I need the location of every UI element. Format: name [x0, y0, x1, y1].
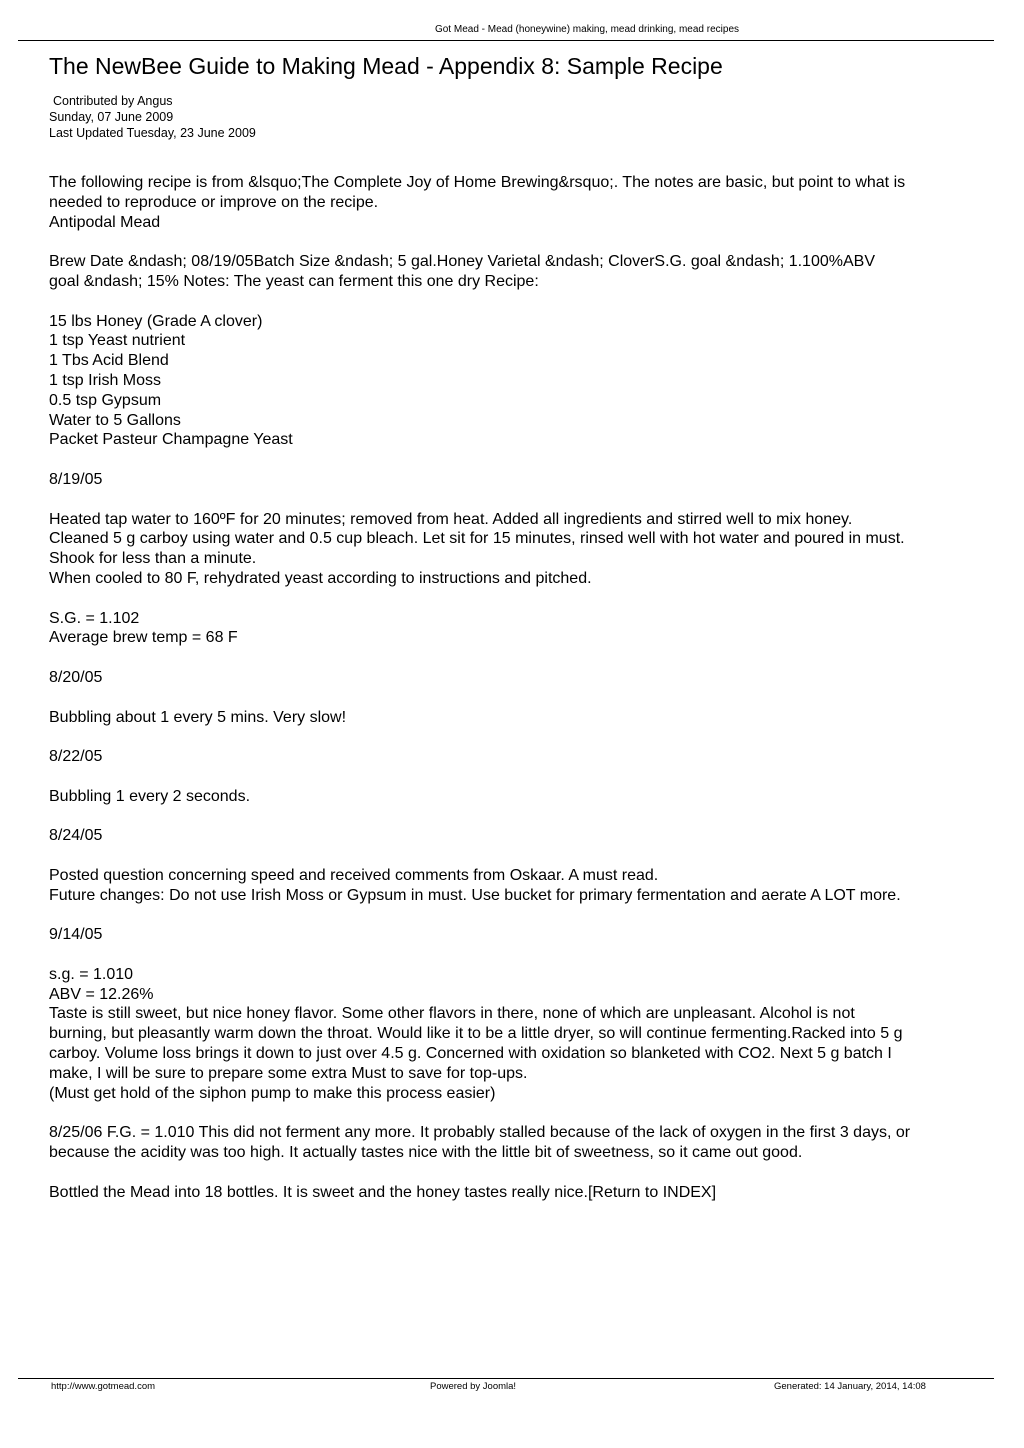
paragraph-gap: [49, 292, 994, 312]
body-text-line: Brew Date &ndash; 08/19/05Batch Size &ndash; 5 gal.Honey Varietal &ndash; CloverS.G. goal &ndash; 1.100%ABV: [49, 253, 875, 271]
paragraph-gap: [49, 688, 994, 708]
body-text-line: Packet Pasteur Champagne Yeast: [49, 431, 293, 449]
body-text-line: Bottled the Mead into 18 bottles. It is sweet and the honey tastes really nice.[Return to INDEX]: [49, 1183, 717, 1201]
footer-rule: [18, 1378, 994, 1379]
body-text-line: 1 tsp Irish Moss: [49, 371, 162, 389]
body-text-line: Bubbling about 1 every 5 mins. Very slow!: [49, 708, 347, 726]
header-rule: [18, 40, 994, 41]
body-text-line: 9/14/05: [49, 926, 103, 944]
paragraph-gap: [49, 846, 994, 866]
body-text-line: because the acidity was too high. It actually tastes nice with the little bit of sweetness, so it came out good.: [49, 1144, 803, 1162]
body-text-line: make, I will be sure to prepare some extra Must to save for top-ups.: [49, 1064, 528, 1082]
paragraph-gap: [49, 490, 994, 510]
paragraph-gap: [49, 232, 994, 252]
body-text-line: carboy. Volume loss brings it down to just over 4.5 g. Concerned with oxidation so blanketed with CO2. Next 5 g batch I: [49, 1045, 892, 1063]
paragraph-gap: [49, 1103, 994, 1123]
body-text-line: Shook for less than a minute.: [49, 550, 257, 568]
article-body: [49, 173, 994, 1202]
footer-powered-by: Powered by Joomla!: [430, 1381, 517, 1392]
article-meta: [49, 93, 256, 141]
footer-url: http://www.gotmead.com: [51, 1381, 156, 1392]
body-text-line: goal &ndash; 15% Notes: The yeast can ferment this one dry Recipe:: [49, 272, 539, 290]
body-text-line: needed to reproduce or improve on the recipe.: [49, 193, 379, 211]
body-text-line: S.G. = 1.102: [49, 609, 140, 627]
body-text-line: 8/22/05: [49, 748, 103, 766]
body-text-line: Heated tap water to 160ºF for 20 minutes; removed from heat. Added all ingredients and stirred well to mix honey.: [49, 510, 853, 528]
body-text-line: Water to 5 Gallons: [49, 411, 181, 429]
body-text-line: 8/24/05: [49, 827, 103, 845]
article-title: The NewBee Guide to Making Mead - Appendix 8: Sample Recipe: [49, 53, 723, 79]
contributed-by: Contributed by Angus: [53, 94, 173, 108]
body-text-line: Bubbling 1 every 2 seconds.: [49, 787, 251, 805]
body-text-line: 8/25/06 F.G. = 1.010 This did not ferment any more. It probably stalled because of the lack of oxygen in the first 3 days, or: [49, 1124, 911, 1142]
body-text-line: 15 lbs Honey (Grade A clover): [49, 312, 263, 330]
body-text-line: 1 tsp Yeast nutrient: [49, 332, 186, 350]
paragraph-gap: [49, 945, 994, 965]
body-text-line: 0.5 tsp Gypsum: [49, 391, 162, 409]
paragraph-gap: [49, 905, 994, 925]
body-text-line: 1 Tbs Acid Blend: [49, 352, 169, 370]
paragraph-gap: [49, 589, 994, 609]
article-date: Sunday, 07 June 2009: [49, 110, 174, 124]
paragraph-gap: [49, 648, 994, 668]
body-text-line: Future changes: Do not use Irish Moss or Gypsum in must. Use bucket for primary fermentation and aerate A LOT more.: [49, 886, 901, 904]
body-text-line: Average brew temp = 68 F: [49, 629, 238, 647]
paragraph-gap: [49, 767, 994, 787]
body-text-line: The following recipe is from &lsquo;The Complete Joy of Home Brewing&rsquo;. The notes are basic, but point to what is: [49, 174, 906, 191]
site-footer: [0, 1381, 1024, 1393]
body-text-line: 8/20/05: [49, 668, 103, 686]
paragraph-gap: [49, 727, 994, 747]
paragraph-gap: [49, 807, 994, 827]
body-text-line: burning, but pleasantly warm down the throat. Would like it to be a little dryer, so will continue fermenting.Racked into 5 g: [49, 1025, 903, 1043]
site-header: Got Mead - Mead (honeywine) making, mead drinking, mead recipes: [434, 24, 740, 35]
body-text-line: Taste is still sweet, but nice honey flavor. Some other flavors in there, none of which are unpleasant. Alcohol is not: [49, 1005, 855, 1023]
body-text-line: Cleaned 5 g carboy using water and 0.5 cup bleach. Let sit for 15 minutes, rinsed well with hot water and poured in must.: [49, 530, 905, 548]
body-text-line: s.g. = 1.010: [49, 965, 134, 983]
paragraph-gap: [49, 1163, 994, 1183]
body-text-line: ABV = 12.26%: [49, 985, 154, 1003]
last-updated: Last Updated Tuesday, 23 June 2009: [49, 126, 256, 140]
body-text-line: (Must get hold of the siphon pump to make this process easier): [49, 1084, 496, 1102]
body-text-line: When cooled to 80 F, rehydrated yeast according to instructions and pitched.: [49, 569, 592, 587]
body-text-line: Antipodal Mead: [49, 213, 161, 231]
paragraph-gap: [49, 450, 994, 470]
body-text-line: 8/19/05: [49, 470, 103, 488]
footer-generated: Generated: 14 January, 2014, 14:08: [774, 1381, 926, 1392]
body-text-line: Posted question concerning speed and received comments from Oskaar. A must read.: [49, 866, 659, 884]
